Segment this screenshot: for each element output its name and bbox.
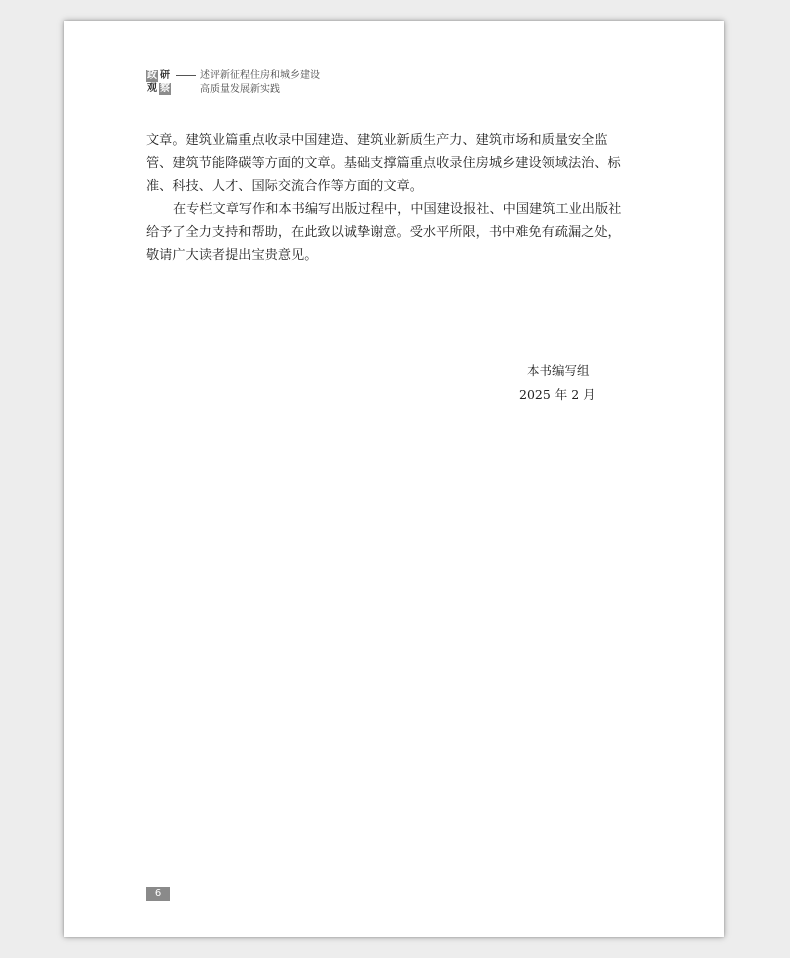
logo-char: 政 xyxy=(147,70,157,81)
body-line: 管、建筑节能降碳等方面的文章。基础支撑篇重点收录住房城乡建设领域法治、标 xyxy=(146,156,621,171)
logo-char: 观 xyxy=(147,83,157,94)
logo-char: 察 xyxy=(160,83,170,94)
logo-char: 研 xyxy=(160,70,170,81)
body-line: 准、科技、人才、国际交流合作等方面的文章。 xyxy=(146,179,423,194)
header-dash xyxy=(176,75,196,76)
signature-date: 2025 年 2 月 xyxy=(519,387,596,402)
body-line: 在专栏文章写作和本书编写出版过程中，中国建设报社、中国建筑工业出版社 xyxy=(173,202,622,217)
signature-author: 本书编写组 xyxy=(527,363,590,378)
body-line: 给予了全力支持和帮助，在此致以诚挚谢意。受水平所限，书中难免有疏漏之处， xyxy=(146,225,621,240)
column-logo xyxy=(146,70,172,95)
body-line: 文章。建筑业篇重点收录中国建造、建筑业新质生产力、建筑市场和质量安全监 xyxy=(146,133,608,148)
body-line: 敬请广大读者提出宝贵意见。 xyxy=(146,248,318,263)
book-page xyxy=(64,21,724,937)
header-title-line xyxy=(176,70,320,82)
header-title: 述评新征程住房和城乡建设 xyxy=(200,70,320,81)
page-number: 6 xyxy=(146,887,170,901)
header-subtitle: 高质量发展新实践 xyxy=(200,84,280,95)
body-text xyxy=(146,129,626,267)
signature-block xyxy=(519,359,596,407)
